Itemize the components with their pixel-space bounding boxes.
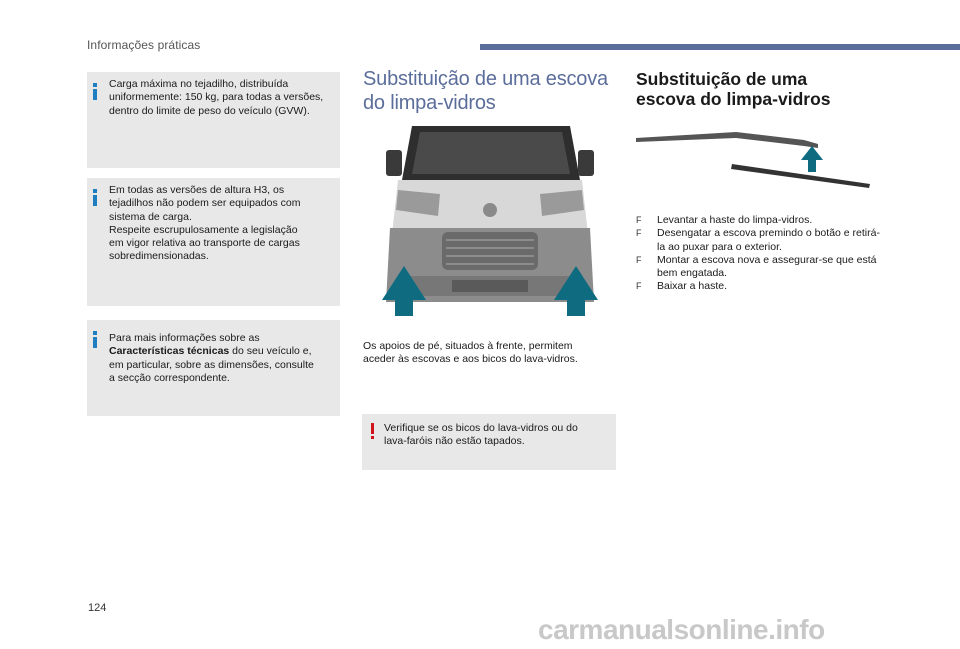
info-line: uniformemente: 150 kg, para todas a versões, <box>109 91 324 104</box>
warning-line: Verifique se os bicos do lava-vidros ou do <box>384 422 578 434</box>
info-line: Em todas as versões de altura H3, os <box>109 184 285 196</box>
step-marker-icon: F <box>636 281 642 292</box>
van-front-illustration <box>380 124 600 320</box>
info-line: em vigor relativa ao transporte de cargas <box>109 237 300 250</box>
info-line: a secção correspondente. <box>109 371 230 384</box>
steps-list <box>636 214 891 294</box>
info-line: Respeite escrupulosamente a legislação <box>109 223 298 236</box>
footrest-caption: Os apoios de pé, situados à frente, permitem aceder às escovas e aos bicos do lava-vidros. <box>363 340 578 366</box>
info-icon <box>93 189 97 206</box>
step-item: F Levantar a haste do limpa-vidros. <box>636 214 813 226</box>
info-line: tejadilhos não podem ser equipados com <box>109 197 301 210</box>
step-marker-icon: F <box>636 215 642 225</box>
info-line: em particular, sobre as dimensões, consulte <box>109 358 314 371</box>
info-line: Carga máxima no tejadilho, distribuída <box>109 78 289 90</box>
warning-box <box>362 414 616 470</box>
info-line: sistema de carga. <box>109 210 192 223</box>
info-line: do seu veículo e, <box>229 345 312 358</box>
wiper-blade-illustration <box>636 128 876 194</box>
info-box-roof-load <box>87 72 340 168</box>
info-line: sobredimensionadas. <box>109 250 209 263</box>
page-number: 124 <box>88 602 107 614</box>
step-item: F Montar a escova nova e assegurar-se que está bem engatada. <box>636 253 877 280</box>
middle-title: Substituição de uma escova do limpa-vidros <box>363 68 608 114</box>
technical-specs-link[interactable]: Características técnicas <box>109 345 230 358</box>
header-accent-bar <box>480 44 960 50</box>
step-item: F Desengatar a escova premindo o botão e retirá- la ao puxar para o exterior. <box>636 227 880 253</box>
info-box-technical-specs <box>87 320 340 416</box>
info-icon <box>93 331 97 348</box>
info-line: dentro do limite de peso do veículo (GVW). <box>109 104 310 117</box>
warning-icon <box>370 423 376 439</box>
watermark: carmanualsonline.info <box>538 614 825 645</box>
info-icon <box>93 83 97 100</box>
step-item: F Baixar a haste. <box>636 280 728 293</box>
step-marker-icon: F <box>636 228 642 239</box>
info-box-h3-roof <box>87 178 340 306</box>
info-line: Para mais informações sobre as <box>109 332 260 344</box>
right-title: Substituição de uma escova do limpa-vidros <box>636 69 831 109</box>
warning-line: lava-faróis não estão tapados. <box>384 435 525 448</box>
step-marker-icon: F <box>636 254 642 265</box>
section-header: Informações práticas <box>87 38 201 52</box>
